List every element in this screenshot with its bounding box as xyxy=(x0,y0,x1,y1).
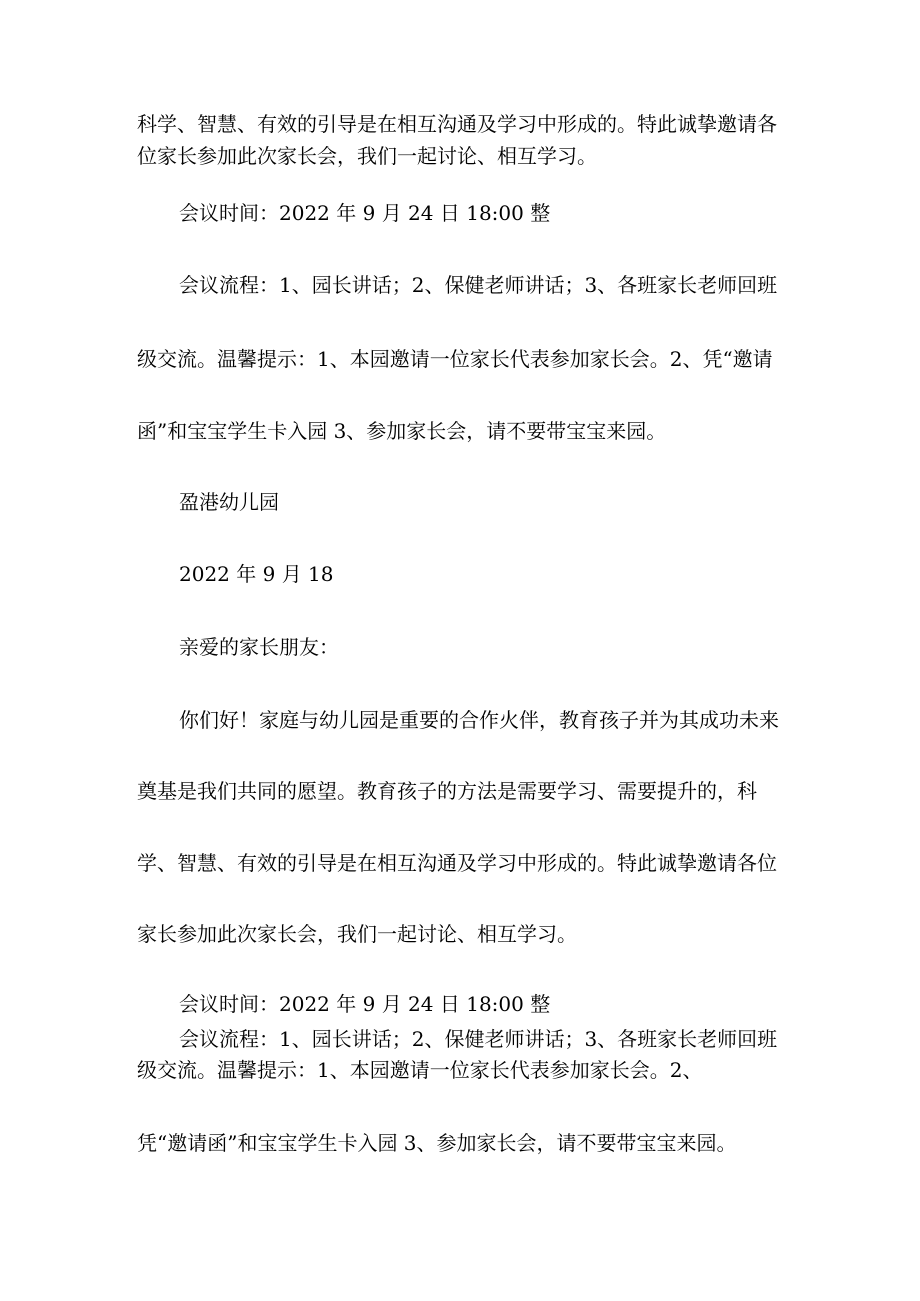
text-line: 你们好！家庭与幼儿园是重要的合作火伴，教育孩子并为其成功未来 xyxy=(179,708,779,732)
text-line: 函”和宝宝学生卡入园 3、参加家长会，请不要带宝宝来园。 xyxy=(137,419,667,443)
meeting-time-line: 会议时间：2022 年 9 月 24 日 18:00 整 xyxy=(179,992,551,1016)
meeting-agenda-line: 会议流程：1、园长讲话；2、保健老师讲话；3、各班家长老师回班 xyxy=(179,273,778,297)
text-line: 学、智慧、有效的引导是在相互沟通及学习中形成的。特此诚挚邀请各位 xyxy=(137,851,777,875)
text-line: 家长参加此次家长会，我们一起讨论、相互学习。 xyxy=(137,922,577,946)
text-line: 凭“邀请函”和宝宝学生卡入园 3、参加家长会，请不要带宝宝来园。 xyxy=(137,1131,737,1155)
text-line: 级交流。温馨提示：1、本园邀请一位家长代表参加家长会。2、凭“邀请 xyxy=(137,347,773,371)
salutation: 亲爱的家长朋友： xyxy=(179,635,339,659)
meeting-agenda-line: 会议流程：1、园长讲话；2、保健老师讲话；3、各班家长老师回班 xyxy=(179,1027,778,1051)
text-line: 科学、智慧、有效的引导是在相互沟通及学习中形成的。特此诚挚邀请各 xyxy=(137,112,777,136)
signature-kindergarten: 盈港幼儿园 xyxy=(179,490,279,514)
meeting-time-line: 会议时间：2022 年 9 月 24 日 18:00 整 xyxy=(179,201,551,225)
text-line: 奠基是我们共同的愿望。教育孩子的方法是需要学习、需要提升的，科 xyxy=(137,779,757,803)
text-line: 位家长参加此次家长会，我们一起讨论、相互学习。 xyxy=(137,144,597,168)
text-line: 级交流。温馨提示：1、本园邀请一位家长代表参加家长会。2、 xyxy=(137,1058,703,1082)
signature-date: 2022 年 9 月 18 xyxy=(179,562,334,586)
